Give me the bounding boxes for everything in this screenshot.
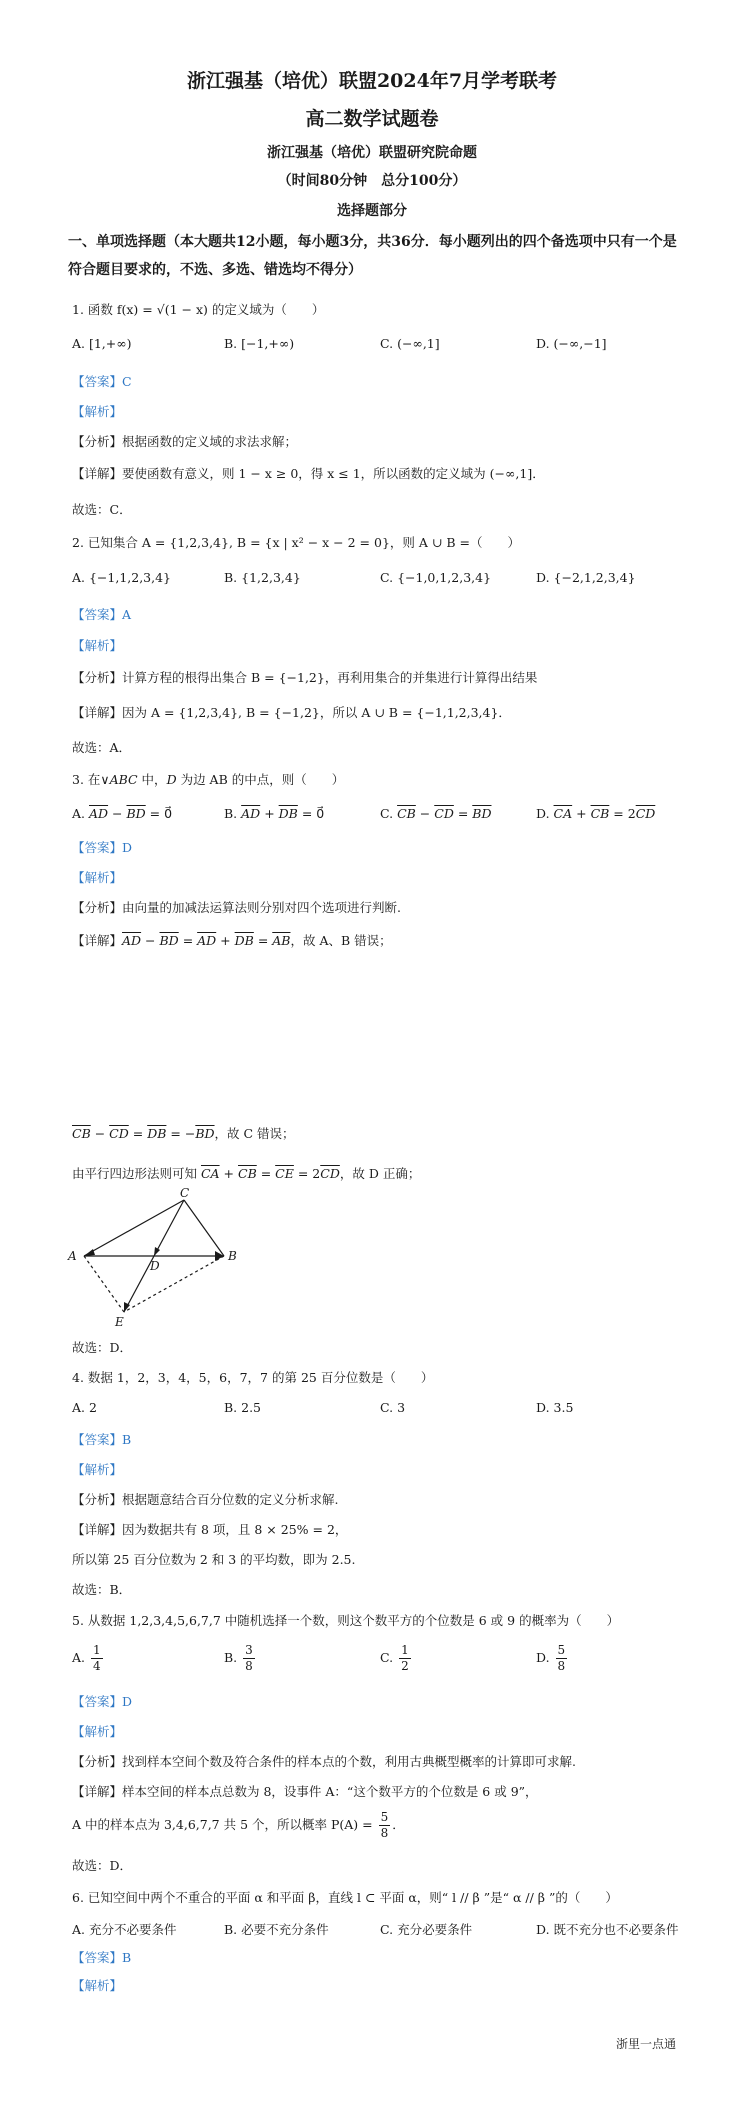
q6-option-b: B. 必要不充分条件 (224, 1922, 329, 1937)
q4-option-c: C. 3 (380, 1400, 406, 1415)
q6-option-a: A. 充分不必要条件 (72, 1922, 177, 1937)
q4-option-d: D. 3.5 (536, 1400, 574, 1415)
q2-stem: 2. 已知集合 A = {1,2,3,4}, B = {x | x² − x − 2 = 0}，则 A ∪ B =（ ） (72, 535, 520, 550)
q2-option-d: D. {−2,1,2,3,4} (536, 570, 636, 585)
q3-stem: 3. 在∨ABC 中，D 为边 AB 的中点，则（ ） (72, 772, 345, 787)
q1-stem: 1. 函数 f(x) = √(1 − x) 的定义域为（ ） (72, 302, 325, 317)
q2-option-c: C. {−1,0,1,2,3,4} (380, 570, 492, 585)
arrowhead-d (154, 1247, 160, 1256)
q1-answer: 【答案】C (72, 374, 132, 389)
arrowhead-b (215, 1251, 224, 1261)
q3-detail-c: $\overline{CB} - \overline{CD} = \overline{DB} = -\overline{BD}$，故 C 错误； (72, 1126, 295, 1141)
section-heading: 一、单项选择题（本大题共12小题，每小题3分，共36分．每小题列出的四个备选项中只有一个是符合题目要求的，不选、多选、错选均不得分） (68, 234, 677, 278)
q5-answer: 【答案】D (72, 1694, 133, 1709)
q4-stem: 4. 数据 1，2，3，4，5，6，7，7 的第 25 百分位数是（ ） (72, 1370, 434, 1385)
q3-analysis-label: 【解析】 (72, 870, 123, 885)
q5-option-a: A. $\frac{1}{4}$ (72, 1643, 101, 1673)
q1-option-a: A. [1,+∞) (72, 336, 132, 351)
q2-detail: 【详解】因为 A = {1,2,3,4}, B = {−1,2}，所以 A ∪ B = {−1,1,2,3,4}． (72, 705, 511, 720)
q3-analysis: 【分析】由向量的加减法运算法则分别对四个选项进行判断. (72, 900, 401, 915)
q1-option-c: C. (−∞,1] (380, 336, 440, 351)
q1-option-d: D. (−∞,−1] (536, 336, 607, 351)
q3-option-d: D. $\overline{CA} + \overline{CB} = 2\overline{CD}$ (536, 806, 656, 821)
q5-detail-2: A 中的样本点为 3,4,6,7,7 共 5 个，所以概率 P(A) = $\frac{5}{8}$ ． (72, 1810, 405, 1840)
q3-answer: 【答案】D (72, 840, 133, 855)
q1-conclusion: 故选：C． (72, 502, 132, 517)
q2-option-a: A. {−1,1,2,3,4} (72, 570, 172, 585)
q6-option-c: C. 充分必要条件 (380, 1922, 473, 1937)
q5-stem: 5. 从数据 1,2,3,4,5,6,7,7 中随机选择一个数，则这个数平方的个位数是 6 或 9 的概率为（ ） (72, 1613, 620, 1628)
q1-analysis-label: 【解析】 (72, 404, 123, 419)
q1-detail: 【详解】要使函数有意义，则 1 − x ≥ 0，得 x ≤ 1，所以函数的定义域为 (−∞,1]． (72, 466, 545, 481)
q4-detail: 【详解】因为数据共有 8 项，且 8 × 25% = 2， (72, 1522, 348, 1537)
q4-analysis: 【分析】根据题意结合百分位数的定义分析求解. (72, 1492, 339, 1507)
q4-answer: 【答案】B (72, 1432, 132, 1447)
arrowhead-a (84, 1249, 95, 1256)
q2-conclusion: 故选：A． (72, 740, 132, 755)
part-title: 选择题部分 (337, 203, 407, 219)
q5-conclusion: 故选：D． (72, 1858, 133, 1873)
q6-analysis-label: 【解析】 (72, 1978, 123, 1993)
q4-option-b: B. 2.5 (224, 1400, 262, 1415)
q1-analysis: 【分析】根据函数的定义域的求法求解； (72, 434, 298, 449)
parallelogram-figure (60, 1188, 260, 1330)
segment-ae (84, 1256, 124, 1312)
q3-option-b: B. $\overline{AD} + \overline{DB}$ = 0⃗ (224, 806, 325, 821)
q4-analysis-label: 【解析】 (72, 1462, 123, 1477)
segment-cb (184, 1200, 224, 1256)
q2-answer: 【答案】A (72, 607, 132, 622)
label-e: E (115, 1315, 124, 1329)
q4-option-a: A. 2 (72, 1400, 97, 1415)
q2-analysis: 【分析】计算方程的根得出集合 B = {−1,2}，再利用集合的并集进行计算得出结果 (72, 670, 538, 685)
q3-conclusion: 故选：D． (72, 1340, 133, 1355)
q5-option-b: B. $\frac{3}{8}$ (224, 1643, 253, 1673)
q3-option-c: C. $\overline{CB} - \overline{CD} = \overline{BD}$ (380, 806, 492, 821)
q2-analysis-label: 【解析】 (72, 638, 123, 653)
q6-answer: 【答案】B (72, 1950, 132, 1965)
q5-analysis-label: 【解析】 (72, 1724, 123, 1739)
q5-option-d: D. $\frac{5}{8}$ (536, 1643, 566, 1673)
q4-conclusion: 故选：B． (72, 1582, 132, 1597)
exam-time-info: （时间80分钟 总分100分） (277, 173, 467, 189)
q1-option-b: B. [−1,+∞) (224, 336, 295, 351)
q4-detail-2: 所以第 25 百分位数为 2 和 3 的平均数，即为 2.5. (72, 1552, 356, 1567)
exam-author: 浙江强基（培优）联盟研究院命题 (267, 145, 477, 161)
footer-brand: 浙里一点通 (615, 2037, 676, 2051)
q6-option-d: D. 既不充分也不必要条件 (536, 1922, 679, 1937)
blank-space (60, 960, 680, 1130)
q3-detail-ab: 【详解】$\overline{AD} - \overline{BD} = \overline{AD} + \overline{DB} = \overline{AB}$，故 A、B 错误； (72, 933, 392, 948)
label-d: D (150, 1259, 160, 1273)
q6-stem: 6. 已知空间中两个不重合的平面 α 和平面 β，直线 l ⊂ 平面 α，则“ l // β ”是“ α // β ”的（ ） (72, 1890, 618, 1905)
label-a: A (68, 1249, 77, 1263)
q5-detail: 【详解】样本空间的样本点总数为 8，设事件 A：“这个数平方的个位数是 6 或 9”， (72, 1784, 538, 1799)
exam-subtitle: 高二数学试题卷 (305, 108, 439, 130)
q3-detail-d: 由平行四边形法则可知 $\overline{CA} + \overline{CB} = \overline{CE} = 2\overline{CD}$，故 D 正确； (72, 1166, 421, 1181)
label-b: B (228, 1249, 237, 1263)
exam-title: 浙江强基（培优）联盟2024年7月学考联考 (186, 70, 558, 92)
q5-analysis: 【分析】找到样本空间个数及符合条件的样本点的个数，利用古典概型概率的计算即可求解. (72, 1754, 576, 1769)
q5-option-c: C. $\frac{1}{2}$ (380, 1643, 409, 1673)
q3-option-a: A. $\overline{AD} - \overline{BD}$ = 0⃗ (72, 806, 173, 821)
label-c: C (180, 1188, 190, 1200)
q2-option-b: B. {1,2,3,4} (224, 570, 301, 585)
